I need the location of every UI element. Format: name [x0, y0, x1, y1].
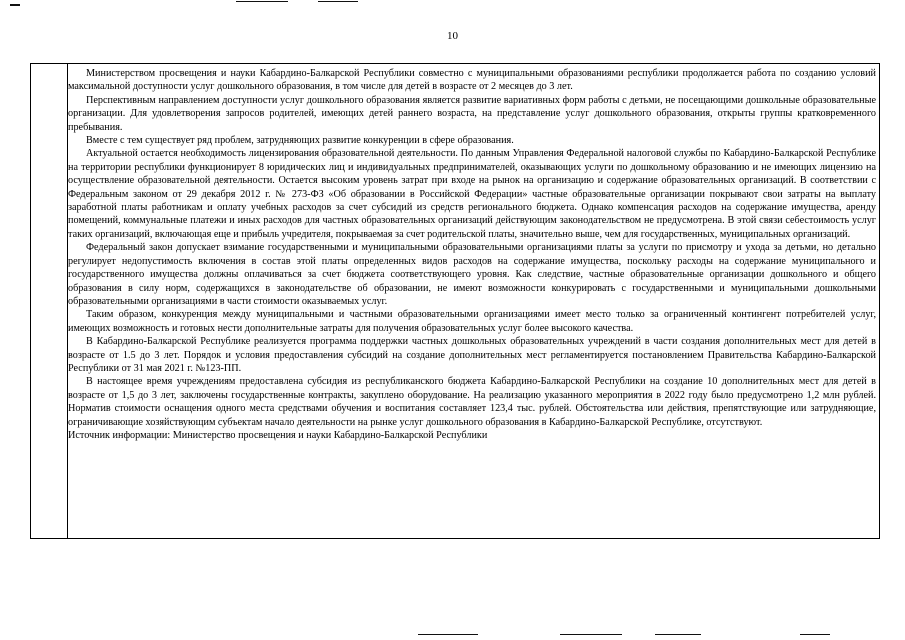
paragraph: Федеральный закон допускает взимание государственными и муниципальными образовательными организациями платы за услуги по присмотру и ухода за детьми, но детально регулирует недопустимость включения в состав этой платы определенных видов расходов на содержание имущества, поскольку расходы на содержание муниципального и государственного имущества должны оплачиваться за счет бюджета соответствующего уровня. Как следствие, частные образовательные организации дошкольного и общего образования в силу норм, содержащихся в законодательстве об образовании, не имеют возможности конкурировать с государственными и муниципальными дошкольными образовательными организациями в части стоимости оказываемых услуг. [68, 242, 876, 307]
scan-mark [560, 634, 622, 635]
paragraph: Вместе с тем существует ряд проблем, затрудняющих развитие конкуренции в сфере образования. [86, 135, 514, 147]
scan-mark [318, 1, 358, 2]
scan-mark [655, 634, 701, 635]
scan-mark [10, 4, 20, 6]
page-number: 10 [447, 30, 458, 42]
table-frame [30, 63, 880, 539]
scan-mark [236, 1, 288, 2]
paragraph: Перспективным направлением доступности услуг дошкольного образования является развитие вариативных форм работы с детьми, не посещающими дошкольные образовательные организации. Для удовлетворения запросов родителей, имеющих детей раннего возраста, на представление услуг дошкольного образования, открыты группы кратковременного пребывания. [68, 94, 876, 133]
paragraph: В Кабардино-Балкарской Республике реализуется программа поддержки частных дошкольных образовательных учреждений в части создания дополнительных мест для детей в возрасте от 1.5 до 3 лет. Порядок и условия предоставления субсидий на создание дополнительных мест регламентируется постановлением Правительства Кабардино-Балкарской Республики от 31 мая 2021 г. №123-ПП. [68, 336, 876, 374]
scan-mark [800, 634, 830, 635]
paragraph: Актуальной остается необходимость лицензирования образовательной деятельности. По данным Управления Федеральной налоговой службы по Кабардино-Балкарской Республике на территории республики функционирует 8 юридических лиц и индивидуальных предпринимателей, оказывающих услуги по дошкольному образованию и не имеющих лицензию на осуществление образовательной деятельности. Остается высоким уровень затрат при входе на рынок на организацию и содержание образовательных организаций. В соответствии с Федеральным законом от 29 декабря 2012 г. № 273-ФЗ «Об образовании в Российской Федерации» частные образовательные организации покрывают свои затраты на выплату заработной платы работникам и оплату учебных расходов за счет субсидий из средств регионального бюджета. Однако компенсация расходов на содержание имущества, аренду помещений, коммунальные платежи и иных расходов для частных образовательных организаций действующим законодательством не предусмотрена. В этой связи себестоимость услуг таких организаций, включающая еще и прибыль учредителя, покрываемая за счет родительской платы, значительно выше, чем для государственных, муниципальных организаций. [68, 148, 876, 240]
paragraph: Министерством просвещения и науки Кабардино-Балкарской Республики совместно с муниципальными образованиями республики продолжается работа по созданию условий максимальной доступности услуг дошкольного образования, в том числе для детей в возрасте от 2 месяцев до 3 лет. [68, 68, 876, 93]
paragraph: Таким образом, конкуренция между муниципальными и частными образовательными организациями имеет место только за ограниченный контингент потребителей услуг, имеющих возможность и готовых нести дополнительные затраты для получения образовательных услуг более высокого качества. [68, 309, 876, 334]
table-left-column [31, 64, 68, 538]
table-cell-text [68, 67, 876, 442]
source-note: Источник информации: Министерство просвещения и науки Кабардино-Балкарской Республики [68, 429, 488, 441]
paragraph: В настоящее время учреждениям предоставлена субсидия из республиканского бюджета Кабардино-Балкарской Республики на создание 10 дополнительных мест для детей в возрасте от 1,5 до 3 лет, заключены государственные контракты, закуплено оборудование. На реализацию указанного мероприятия в 2022 году было предусмотрено 1,2 млн рублей. Норматив стоимости оснащения одного места средствами обучения и воспитания составляет 123,4 тыс. рублей. Обстоятельства или действия, препятствующие или затрудняющие, ограничивающие хозяйствующим субъектам начало деятельности на рынке услуг дошкольного образования в Кабардино-Балкарской Республике, отсутствуют. [68, 376, 876, 428]
scan-mark [418, 634, 478, 635]
